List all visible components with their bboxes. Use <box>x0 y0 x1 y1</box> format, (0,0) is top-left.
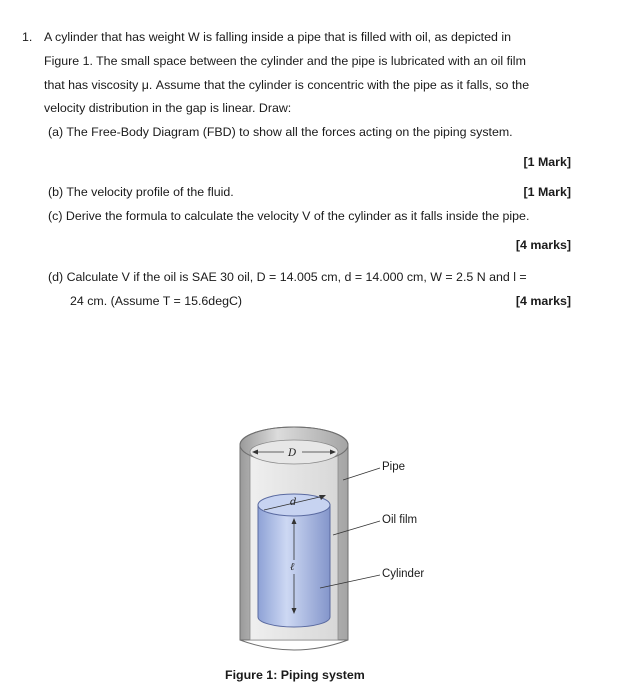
part-b-marks: [1 Mark] <box>523 185 571 199</box>
label-oil-film: Oil film <box>382 514 418 526</box>
leader-pipe <box>343 468 380 480</box>
dim-d-label: d <box>290 497 297 508</box>
pipe-bottom-cut <box>240 640 348 650</box>
part-c-marks: [4 marks] <box>515 238 571 252</box>
part-b-text: (b) The velocity profile of the fluid. <box>48 185 234 199</box>
part-d-marks: [4 marks] <box>515 294 571 308</box>
question-number: 1. <box>22 30 33 44</box>
intro-line-2: Figure 1. The small space between the cylinder and the pipe is lubricated with an oil film <box>44 54 526 68</box>
label-pipe: Pipe <box>382 461 406 473</box>
part-d-line-2: 24 cm. (Assume T = 15.6degC) <box>70 294 243 308</box>
figure-caption: Figure 1: Piping system <box>225 668 365 682</box>
intro-line-1: A cylinder that has weight W is falling inside a pipe that is filled with oil, as depicted in <box>44 30 511 44</box>
part-d-line-1: (d) Calculate V if the oil is SAE 30 oil, D = 14.005 cm, d = 14.000 cm, W = 2.5 N and l = <box>48 270 527 284</box>
part-a-marks: [1 Mark] <box>523 155 571 169</box>
dim-D-label: D <box>288 447 297 459</box>
intro-line-4: velocity distribution in the gap is linear. Draw: <box>44 101 292 115</box>
part-a-text: (a) The Free-Body Diagram (FBD) to show all the forces acting on the piping system. <box>48 125 513 139</box>
label-cylinder: Cylinder <box>382 568 425 580</box>
dim-l-label: ℓ <box>290 561 295 573</box>
intro-line-3: that has viscosity μ. Assume that the cylinder is concentric with the pipe as it falls, so the <box>44 78 530 92</box>
part-c-text: (c) Derive the formula to calculate the velocity V of the cylinder as it falls inside the pipe. <box>48 209 530 223</box>
